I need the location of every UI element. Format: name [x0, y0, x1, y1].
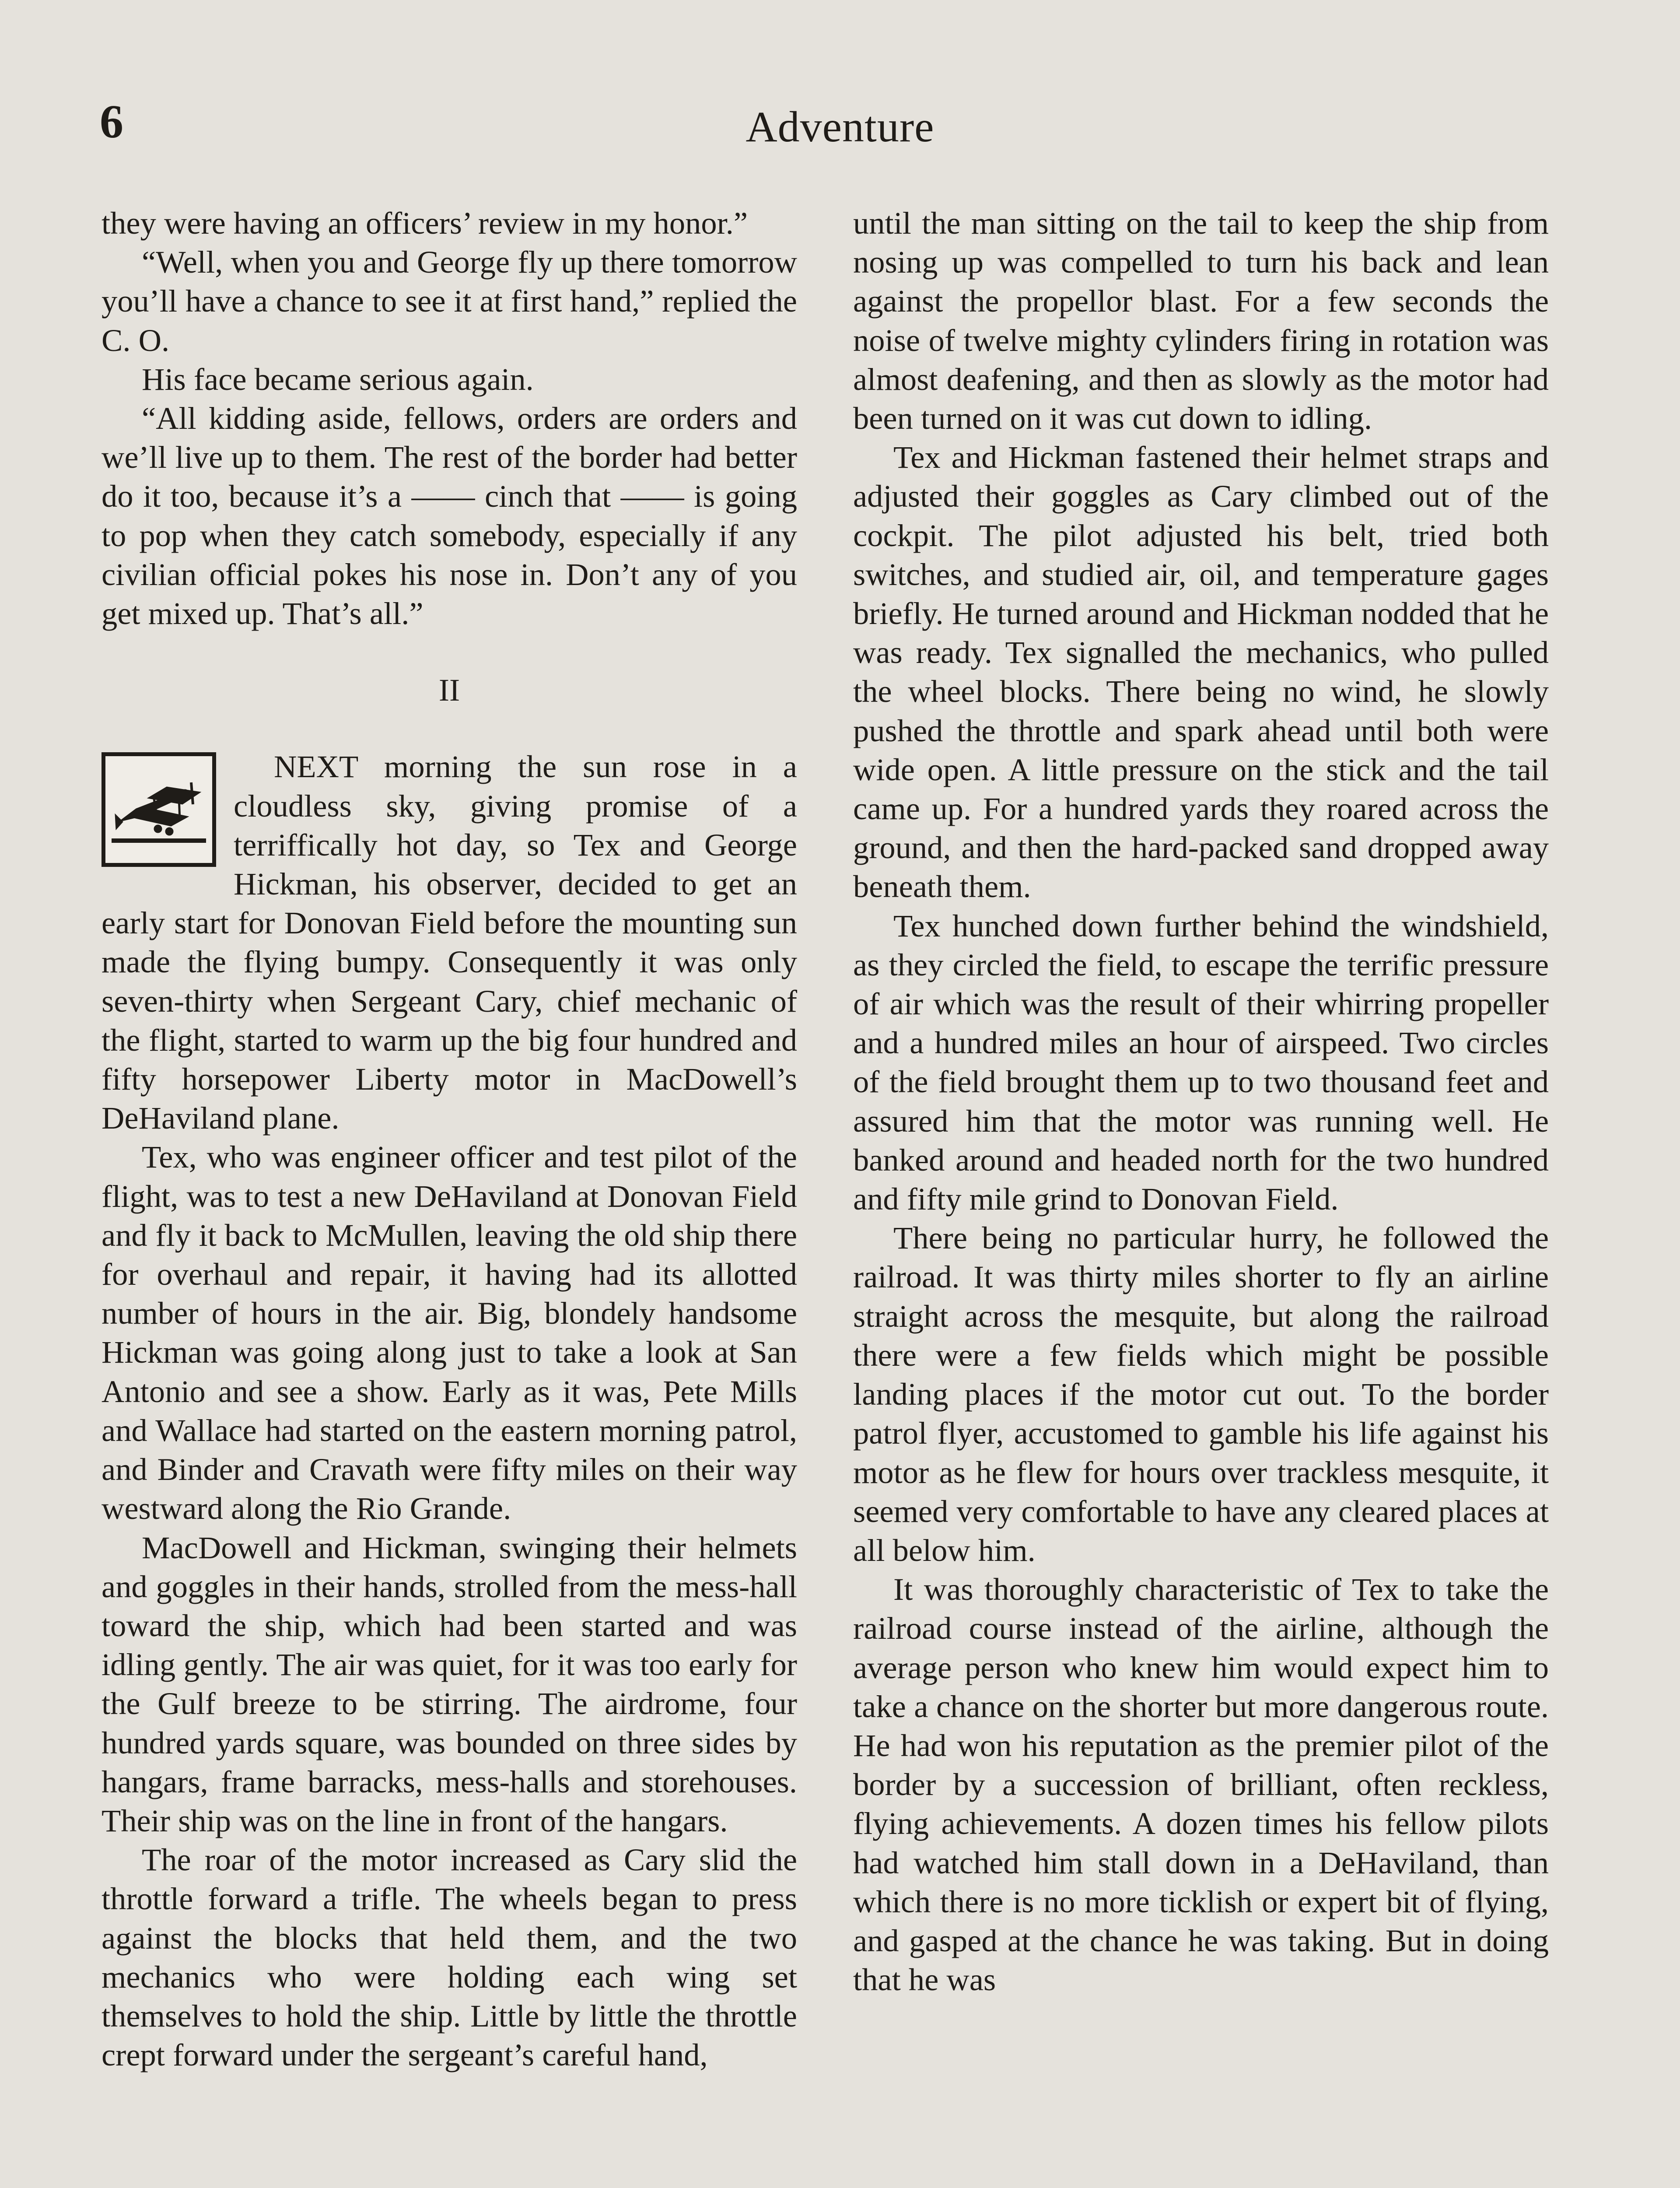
paragraph: they were having an officers’ review in my honor.”: [102, 205, 748, 241]
paragraph: Tex hunched down further behind the windshield, as they circled the field, to escape the terrific pressure of air which was the result of their whirring propeller and a hundred miles an hour of airspeed. Two circles of the field brought them up to two thousand feet and assured him that the motor was running well. He banked around and headed north for the two hundred and fifty mile grind to Donovan Field.: [853, 908, 1549, 1217]
running-head: Adventure: [746, 102, 934, 151]
paragraph: NEXT morning the sun rose in a cloudless sky, giving promise of a terriffically hot day, so Tex and George Hickman, his observer, decided to get an early start for Donovan Field before the mounting sun made the flying bumpy. Consequently it was only seven-thirty when Sergeant Cary, chief mechanic of the flight, started to warm up the big four hundred and fifty horsepower Liberty motor in MacDowell’s DeHaviland plane.: [102, 749, 797, 1136]
paragraph: Tex, who was engineer officer and test pilot of the flight, was to test a new DeHaviland at Donovan Field and fly it back to McMullen, leaving the old ship there for overhaul and repair, it having had its allotted number of hours in the air. Big, blondely handsome Hickman was going along just to take a look at San Antonio and see a show. Early as it was, Pete Mills and Wallace had started on the eastern morning patrol, and Binder and Cravath were fifty miles on their way westward along the Rio Grande.: [102, 1139, 797, 1526]
page-number: 6: [100, 96, 123, 148]
paragraph: It was thoroughly characteristic of Tex to take the railroad course instead of the airline, although the average person who knew him would expect him to take a chance on the shorter but more dangerous route. He had won his reputation as the premier pilot of the border by a succession of brilliant, often reckless, flying achievements. A dozen times his fellow pilots had watched him stall down in a DeHaviland, than which there is no more ticklish or expert bit of flying, and gasped at the chance he was taking. But in doing that he was: [853, 1571, 1549, 1998]
biplane-illustration-icon: [102, 752, 216, 867]
paragraph: His face became serious again.: [142, 361, 534, 397]
paragraph: “All kidding aside, fellows, orders are orders and we’ll live up to them. The rest of the border had better do it too, because it’s a —— cinch that —— is going to pop when they catch somebody, especially if any civilian official pokes his nose in. Don’t any of you get mixed up. That’s all.”: [102, 400, 797, 631]
paragraph: There being no particular hurry, he followed the railroad. It was thirty miles shorter to fly an airline straight across the mesquite, but along the railroad there were a few fields which might be possible landing places if the motor cut out. To the border patrol flyer, accustomed to gamble his life against his motor as he flew for hours over trackless mesquite, it seemed very comfortable to have any cleared places at all below him.: [853, 1220, 1549, 1568]
paragraph: Tex and Hickman fastened their helmet straps and adjusted their goggles as Cary climbed out of the cockpit. The pilot adjusted his belt, tried both switches, and studied air, oil, and temperature gages briefly. He turned around and Hickman nodded that he was ready. Tex signalled the mechanics, who pulled the wheel blocks. There being no wind, he slowly pushed the throttle and spark ahead until both were wide open. A little pressure on the stick and the tail came up. For a hundred yards they roared across the ground, and then the hard-packed sand dropped away beneath them.: [853, 439, 1549, 905]
left-column: [102, 203, 797, 2074]
paragraph: until the man sitting on the tail to keep the ship from nosing up was compelled to turn his back and lean against the propellor blast. For a few seconds the noise of twelve mighty cylinders firing in rotation was almost deafening, and then as slowly as the motor had been turned on it was cut down to idling.: [853, 205, 1549, 436]
paragraph: MacDowell and Hickman, swinging their helmets and goggles in their hands, strolled from the mess-hall toward the ship, which had been started and was idling gently. The air was quiet, for it was too early for the Gulf breeze to be stirring. The airdrome, four hundred yards square, was bounded on three sides by hangars, frame barracks, mess-halls and storehouses. Their ship was on the line in front of the hangars.: [102, 1529, 797, 1838]
right-column: [853, 203, 1549, 1999]
section-numeral: II: [438, 672, 460, 708]
paragraph: The roar of the motor increased as Cary slid the throttle forward a trifle. The wheels began to press against the blocks that held them, and the two mechanics who were holding each wing set themselves to hold the ship. Little by little the throttle crept forward under the sergeant’s careful hand,: [102, 1842, 797, 2073]
paragraph: “Well, when you and George fly up there tomorrow you’ll have a chance to see it at first hand,” replied the C. O.: [102, 244, 797, 358]
